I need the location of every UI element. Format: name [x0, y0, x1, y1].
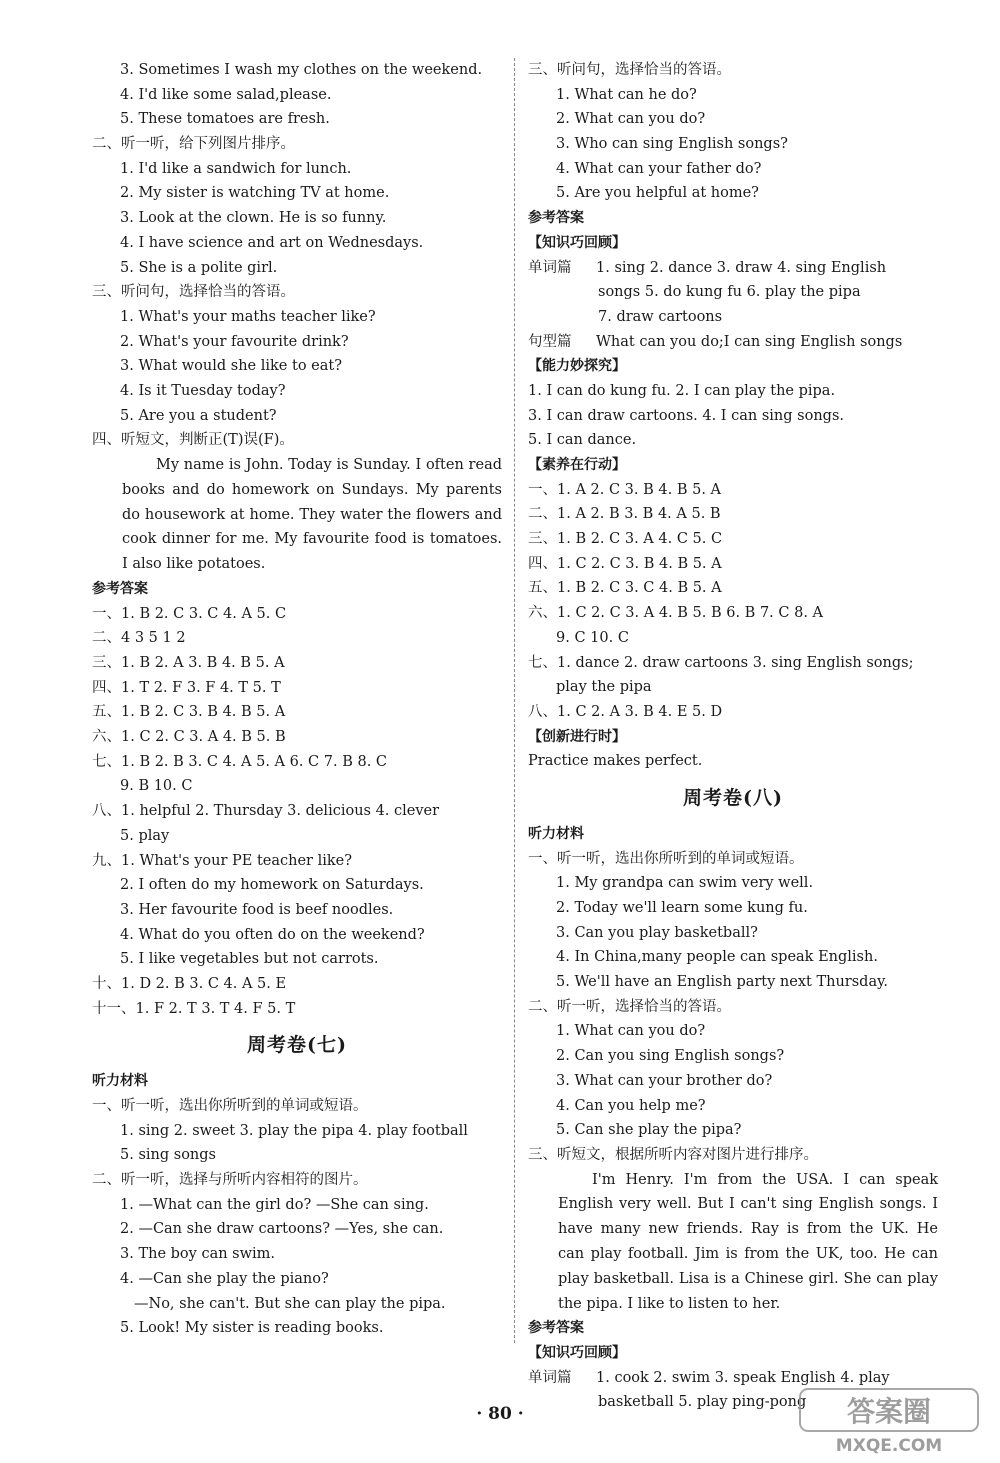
passage: My name is John. Today is Sunday. I often read books and do homework on Sundays. My parents do housework at home. They water the flowers and cook dinner for me. My favourite food is tomatoes. I also like potatoes. [122, 457, 502, 573]
sentence-answer: What can you do;I can sing English songs [596, 333, 903, 350]
list-item: 5. We'll have an English party next Thursday. [556, 974, 888, 991]
listening-material-title: 听力材料 [92, 1073, 148, 1090]
list-item-cont: —No, she can't. But she can play the pipa. [134, 1295, 446, 1312]
list-item: 2. What's your favourite drink? [120, 333, 349, 350]
list-item: 2. —Can she draw cartoons? —Yes, she can. [120, 1221, 444, 1238]
answer-row: 七、1. dance 2. draw cartoons 3. sing English songs; [528, 654, 914, 671]
list-item: 4. I'd like some salad,please. [120, 86, 332, 103]
list-item: 4. —Can she play the piano? [120, 1270, 329, 1287]
list-item: 3. Sometimes I wash my clothes on the weekend. [120, 62, 483, 78]
list-item: 3. Who can sing English songs? [556, 136, 788, 153]
answer-row: 一、1. B 2. C 3. C 4. A 5. C [92, 605, 287, 622]
list-item: 3. Her favourite food is beef noodles. [120, 901, 394, 918]
list-item: 5. She is a polite girl. [120, 259, 278, 276]
list-item: 2. Can you sing English songs? [556, 1048, 785, 1065]
list-item: 5. Are you a student? [120, 407, 277, 424]
list-item: 1. What can he do? [556, 86, 697, 103]
part-title: 三、听问句，选择恰当的答语。 [528, 62, 731, 78]
list-item: 4. In China,many people can speak English. [556, 949, 878, 966]
answer-row: 六、1. C 2. C 3. A 4. B 5. B [92, 729, 286, 746]
list-item: 3. Look at the clown. He is so funny. [120, 210, 387, 227]
vocab-row [528, 256, 938, 281]
vocab-answers: 1. cook 2. swim 3. speak English 4. play [596, 1369, 890, 1386]
list-item: 5. Can she play the pipa? [556, 1122, 742, 1139]
part-title: 一、听一听，选出你所听到的单词或短语。 [528, 850, 804, 867]
part-title: 二、听一听，选择恰当的答语。 [528, 998, 731, 1015]
answer-row: 四、1. T 2. F 3. F 4. T 5. T [92, 679, 281, 696]
column-divider [514, 58, 515, 1343]
part-title: 一、听一听，选出你所听到的单词或短语。 [92, 1098, 368, 1115]
answer-row-cont: 9. B 10. C [120, 778, 193, 795]
answers-title: 参考答案 [92, 580, 148, 597]
part-title: 三、听问句，选择恰当的答语。 [92, 284, 295, 301]
list-item: 1. I'd like a sandwich for lunch. [120, 160, 352, 177]
answer-row: 1. I can do kung fu. 2. I can play the pipa. [528, 382, 836, 399]
list-item: 5. I like vegetables but not carrots. [120, 951, 379, 968]
list-item: 1. What can you do? [556, 1023, 706, 1040]
page-number: · 80 · [476, 1404, 524, 1424]
list-item: 1. My grandpa can swim very well. [556, 875, 814, 892]
part-title: 三、听短文，根据所听内容对图片进行排序。 [528, 1146, 818, 1163]
list-item: 5. Look! My sister is reading books. [120, 1320, 384, 1337]
vocab-answers: 1. sing 2. dance 3. draw 4. sing English [596, 259, 887, 276]
sentence-label: 句型篇 [528, 333, 572, 350]
passage: I'm Henry. I'm from the USA. I can speak English very well. But I can't sing English songs. I have many new friends. Ray is from the UK. He can play football. Jim is from the UK, too. He can play basketball. Lisa is a Chinese girl. She can play the pipa. I like to listen to her. [558, 1171, 938, 1312]
answer-row: 八、1. C 2. A 3. B 4. E 5. D [528, 703, 723, 720]
answer-row: 四、1. C 2. C 3. B 4. B 5. A [528, 555, 722, 572]
list-item: 3. The boy can swim. [120, 1246, 276, 1263]
vocab-cont: 7. draw cartoons [598, 308, 723, 325]
list-item: 1. sing 2. sweet 3. play the pipa 4. play football [120, 1122, 468, 1139]
answer-row-cont: play the pipa [556, 679, 652, 696]
innovation-text: Practice makes perfect. [528, 753, 703, 770]
list-item: 5. sing songs [120, 1147, 216, 1164]
list-item: 4. Is it Tuesday today? [120, 382, 286, 399]
answer-row-cont: 5. play [120, 827, 170, 844]
right-column [528, 58, 938, 1415]
list-item: 2. Today we'll learn some kung fu. [556, 900, 808, 916]
left-column [92, 58, 502, 1341]
list-item: 3. What can your brother do? [556, 1072, 773, 1089]
watermark-title: 答案圈 [846, 1395, 932, 1428]
answer-row: 八、1. helpful 2. Thursday 3. delicious 4. clever [92, 803, 440, 820]
part-title: 二、听一听，选择与所听内容相符的图片。 [92, 1172, 368, 1189]
answer-row: 九、1. What's your PE teacher like? [92, 852, 352, 869]
list-item: 3. Can you play basketball? [556, 924, 758, 941]
vocab-cont: basketball 5. play ping-pong [598, 1394, 807, 1411]
answer-row: 十一、1. F 2. T 3. T 4. F 5. T [92, 1000, 296, 1017]
answer-row: 3. I can draw cartoons. 4. I can sing songs. [528, 407, 844, 424]
list-item: 4. Can you help me? [556, 1097, 706, 1114]
part-title: 二、听一听，给下列图片排序。 [92, 136, 295, 153]
list-item: 1. What's your maths teacher like? [120, 308, 376, 325]
answer-row: 六、1. C 2. C 3. A 4. B 5. B 6. B 7. C 8. A [528, 605, 824, 622]
part-title: 四、听短文，判断正(T)误(F)。 [92, 432, 294, 449]
list-item: 2. What can you do? [556, 111, 706, 128]
knowledge-review-title: 【知识巧回顾】 [528, 1345, 626, 1362]
list-item: 2. My sister is watching TV at home. [120, 185, 390, 202]
knowledge-review-title: 【知识巧回顾】 [528, 234, 626, 251]
section-title: 周考卷(七) [247, 1034, 347, 1057]
vocab-label: 单词篇 [528, 1369, 572, 1386]
list-item: 1. —What can the girl do? —She can sing. [120, 1196, 429, 1213]
ability-title: 【能力妙探究】 [528, 358, 626, 375]
answer-row-cont: 9. C 10. C [556, 629, 629, 646]
answer-row: 三、1. B 2. C 3. A 4. C 5. C [528, 531, 723, 548]
watermark-url: MXQE.COM [835, 1436, 943, 1456]
sentence-row [528, 330, 938, 355]
answer-row: 一、1. A 2. C 3. B 4. B 5. A [528, 481, 722, 498]
answer-row: 三、1. B 2. A 3. B 4. B 5. A [92, 655, 285, 672]
listening-material-title: 听力材料 [528, 825, 584, 842]
watermark-icon [796, 1385, 982, 1457]
vocab-label: 单词篇 [528, 259, 572, 276]
answer-row: 五、1. B 2. C 3. C 4. B 5. A [528, 580, 722, 597]
answer-row: 十、1. D 2. B 3. C 4. A 5. E [92, 975, 287, 992]
literacy-title: 【素养在行动】 [528, 457, 626, 473]
answer-row: 五、1. B 2. C 3. B 4. B 5. A [92, 704, 286, 721]
answer-row: 5. I can dance. [528, 432, 637, 449]
answer-row: 七、1. B 2. B 3. C 4. A 5. A 6. C 7. B 8. C [92, 753, 388, 770]
answers-title: 参考答案 [528, 210, 584, 227]
list-item: 3. What would she like to eat? [120, 358, 342, 375]
vocab-cont: songs 5. do kung fu 6. play the pipa [598, 284, 861, 301]
list-item: 5. Are you helpful at home? [556, 185, 759, 202]
watermark-logo [796, 1385, 982, 1457]
answers-title: 参考答案 [528, 1320, 584, 1337]
list-item: 4. I have science and art on Wednesdays. [120, 234, 424, 251]
list-item: 5. These tomatoes are fresh. [120, 111, 330, 128]
answer-row: 二、1. A 2. B 3. B 4. A 5. B [528, 506, 721, 523]
list-item: 4. What do you often do on the weekend? [120, 926, 425, 943]
section-title: 周考卷(八) [683, 786, 783, 809]
list-item: 2. I often do my homework on Saturdays. [120, 877, 424, 894]
innovation-title: 【创新进行时】 [528, 728, 626, 745]
list-item: 4. What can your father do? [556, 160, 762, 177]
answer-row: 二、4 3 5 1 2 [92, 630, 186, 647]
